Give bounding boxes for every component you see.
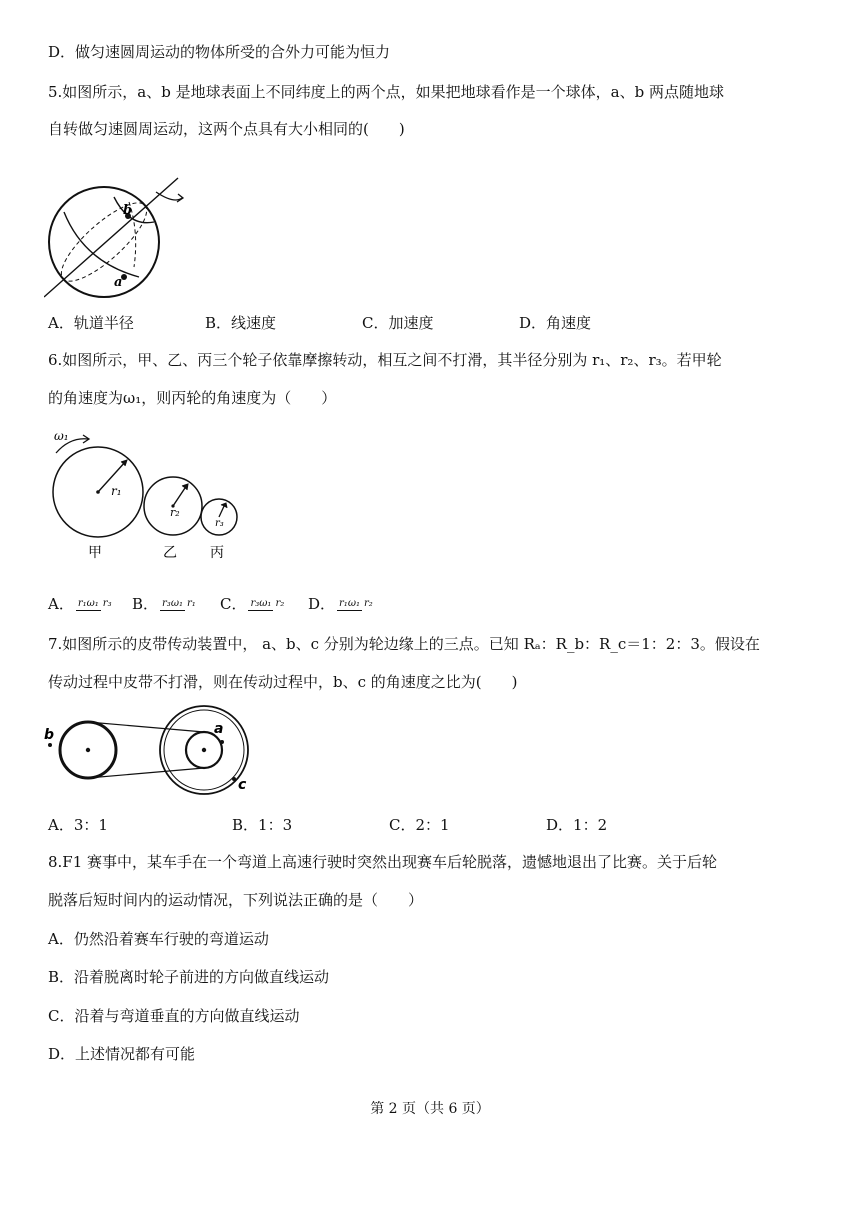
q5-option-c: C．加速度 [362, 314, 434, 332]
q6-option-a [48, 593, 132, 614]
fraction-denominator: r₁ [186, 598, 196, 609]
q7-stem-line1: 7.如图所示的皮带传动装置中， a、b、c 分别为轮边缘上的三点。已知 Rₐ：R_b：R_c＝1：2：3。假设在 [48, 635, 760, 653]
q5-options [48, 312, 668, 333]
q6-stem-line2: 的角速度为ω₁，则丙轮的角速度为（ ） [48, 389, 337, 407]
fraction-numerator: r₃ω₁ [162, 598, 183, 609]
q6-option-d [308, 593, 377, 614]
q6-option-b [132, 593, 220, 614]
q8-stem-line1: 8.F1 赛事中，某车手在一个弯道上高速行驶时突然出现赛车后轮脱落，遗憾地退出了比赛。关于后轮 [48, 853, 718, 871]
q5-option-a: A．轨道半径 [48, 314, 134, 332]
q7-option-d: D．1：2 [546, 816, 608, 834]
q6-option-c-fraction [248, 598, 286, 611]
fraction-numerator: r₁ω₁ [77, 598, 99, 609]
q5-stem-line2: 自转做匀速圆周运动，这两个点具有大小相同的( ) [48, 120, 405, 138]
r3-label: r₃ [215, 518, 224, 529]
q4-option-d: D．做匀速圆周运动的物体所受的合外力可能为恒力 [48, 43, 391, 61]
earth-label-b: b [123, 203, 133, 218]
r1-label: r₁ [111, 484, 122, 498]
q7-stem-line2: 传动过程中皮带不打滑，则在传动过程中，b、c 的角速度之比为( ) [48, 673, 518, 691]
omega1-label: ω₁ [54, 429, 69, 443]
q6-option-b-prefix: B． [132, 594, 159, 613]
belt-label-b: b [44, 727, 55, 743]
q6-option-c [220, 593, 308, 614]
q8-option-a: A．仍然沿着赛车行驶的弯道运动 [48, 930, 269, 948]
earth-figure [44, 172, 194, 300]
q8-option-b: B．沿着脱离时轮子前进的方向做直线运动 [48, 968, 330, 986]
q5-option-d: D．角速度 [519, 314, 592, 332]
q6-option-b-fraction [160, 598, 198, 611]
fraction-denominator: r₂ [275, 598, 285, 609]
belt-drive-figure [44, 705, 254, 800]
fraction-numerator: r₁ω₁ [339, 598, 360, 609]
q7-option-a: A．3：1 [48, 816, 108, 834]
belt-label-c: c [238, 777, 247, 793]
fraction-denominator: r₃ [102, 598, 112, 609]
q7-options [48, 814, 668, 835]
q8-option-d: D．上述情况都有可能 [48, 1045, 196, 1063]
q8-stem-line2: 脱落后短时间内的运动情况，下列说法正确的是（ ） [48, 891, 424, 909]
q7-option-b: B．1：3 [232, 816, 293, 834]
fraction-numerator: r₃ω₁ [250, 598, 272, 609]
q5-stem-line1: 5.如图所示，a、b 是地球表面上不同纬度上的两个点，如果把地球看作是一个球体，a、b 两点随地球 [48, 83, 724, 101]
q7-option-c: C．2：1 [389, 816, 450, 834]
three-wheels-figure [48, 425, 258, 565]
page-footer: 第 2 页（共 6 页） [370, 1101, 490, 1117]
wheel-yi-label: 乙 [163, 545, 177, 561]
q6-options [48, 588, 668, 618]
wheel-bing-label: 丙 [210, 545, 224, 561]
belt-label-a: a [214, 721, 224, 737]
fraction-denominator: r₂ [363, 598, 373, 609]
q6-option-c-prefix: C． [220, 594, 247, 613]
q6-option-d-fraction [337, 598, 375, 611]
wheel-jia-label: 甲 [88, 545, 102, 561]
q6-stem-line1: 6.如图所示，甲、乙、丙三个轮子依靠摩擦转动，相互之间不打滑，其半径分别为 r₁、r₂、r₃。若甲轮 [48, 351, 722, 369]
earth-label-a: a [114, 275, 123, 290]
r2-label: r₂ [170, 506, 180, 519]
q6-option-a-fraction [76, 598, 114, 611]
q8-option-c: C．沿着与弯道垂直的方向做直线运动 [48, 1007, 300, 1025]
q5-option-b: B．线速度 [205, 314, 277, 332]
q6-option-a-prefix: A． [48, 594, 74, 613]
q6-option-d-prefix: D． [308, 594, 336, 613]
